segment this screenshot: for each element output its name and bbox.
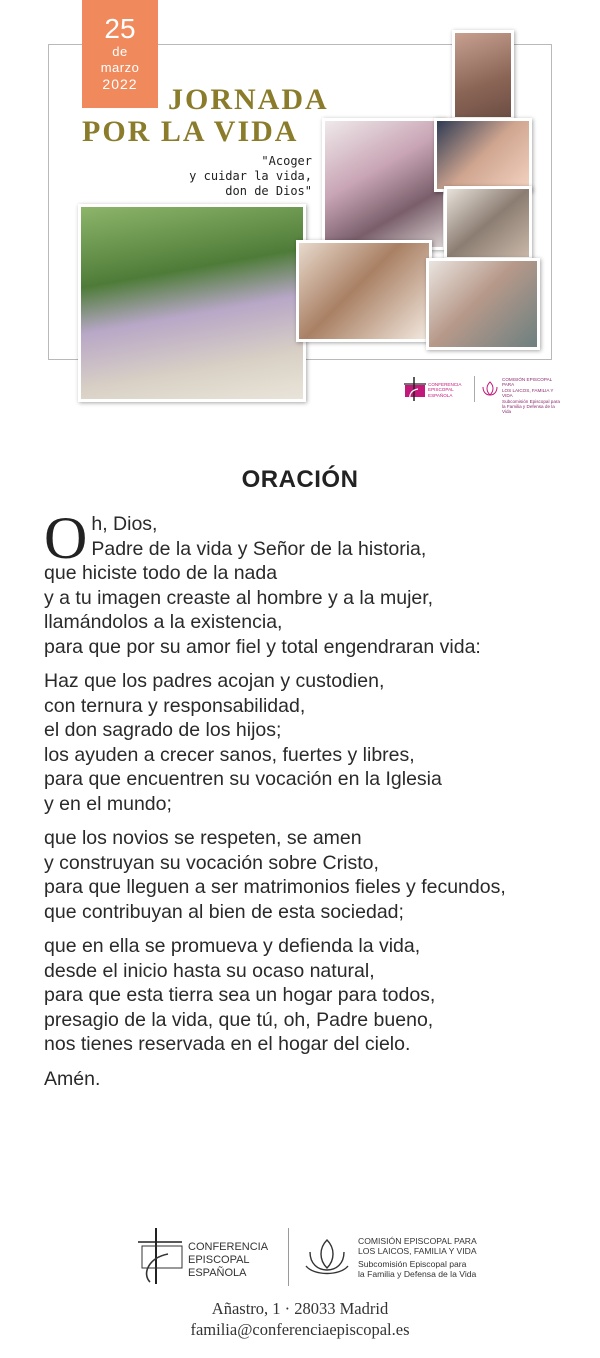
mother-daughter-photo bbox=[426, 258, 540, 350]
cee-logo-icon bbox=[402, 376, 428, 402]
commission-text-line: LOS LAICOS, FAMILIA Y VIDA bbox=[502, 387, 554, 399]
banner-title-line2: POR LA VIDA bbox=[82, 115, 299, 148]
prayer-line: llamándolos a la existencia, bbox=[44, 611, 283, 633]
date-month: marzo bbox=[100, 60, 140, 75]
footer-commission-line: LOS LAICOS, FAMILIA Y VIDA bbox=[358, 1246, 477, 1256]
footer-commission-text bbox=[358, 1236, 477, 1279]
prayer-amen bbox=[44, 1067, 574, 1092]
amen-line: Amén. bbox=[44, 1067, 101, 1090]
prayer-line: para que lleguen a ser matrimonios fieles y fecundos, bbox=[44, 876, 506, 898]
cee-text-line: CONFERENCIA bbox=[428, 382, 462, 387]
banner-logo-divider bbox=[474, 376, 475, 402]
prayer-line: Padre de la vida y Señor de la historia, bbox=[91, 537, 427, 560]
prayer-heading: ORACIÓN bbox=[241, 466, 359, 493]
footer-email-link[interactable]: familia@conferenciaepiscopal.es bbox=[190, 1320, 410, 1339]
footer-cee-text bbox=[188, 1241, 268, 1280]
wedding-hands-photo bbox=[434, 118, 532, 192]
prayer-line: presagio de la vida, que tú, oh, Padre bueno, bbox=[44, 1008, 434, 1031]
banner-quote bbox=[160, 154, 312, 199]
footer-commission-line: Subcomisión Episcopal para bbox=[358, 1259, 467, 1269]
prayer-line: el don sagrado de los hijos; bbox=[44, 719, 282, 741]
prayer-line: que los novios se respeten, se amen bbox=[44, 827, 362, 849]
commission-text-line: COMISIÓN EPISCOPAL PARA bbox=[502, 377, 553, 388]
footer-commission-line: la Familia y Defensa de la Vida bbox=[358, 1269, 477, 1279]
prayer-line: y en el mundo; bbox=[44, 792, 172, 815]
prayer-line: para que por su amor fiel y total engendraran vida: bbox=[44, 635, 481, 658]
prayer-stanza-2 bbox=[44, 669, 574, 816]
banner-logos bbox=[400, 374, 560, 415]
parents-baby-photo bbox=[296, 240, 432, 342]
drop-cap: O bbox=[44, 505, 88, 571]
commission-text-line: la Familia y Defensa de la Vida bbox=[502, 404, 555, 415]
prayer-line: desde el inicio hasta su ocaso natural, bbox=[44, 959, 375, 982]
banner-title bbox=[82, 84, 329, 148]
cee-text-line: ESPAÑOLA bbox=[428, 392, 453, 398]
lotus-emblem-icon bbox=[304, 1236, 350, 1280]
footer-address: Añastro, 1 · 28033 Madrid bbox=[211, 1299, 389, 1318]
prayer-body bbox=[44, 505, 574, 1101]
prayer-line: que en ella se promueva y defienda la vida, bbox=[44, 935, 421, 957]
cee-cross-logo-icon bbox=[136, 1226, 186, 1286]
footer-cee-line: ESPAÑOLA bbox=[188, 1267, 247, 1279]
pregnant-couple-photo bbox=[322, 118, 446, 250]
footer-cee-line: CONFERENCIA bbox=[188, 1241, 269, 1253]
quote-line: y cuidar la vida, bbox=[189, 169, 312, 183]
date-day: 25 bbox=[104, 13, 136, 44]
banner-title-line1: JORNADA bbox=[168, 83, 329, 116]
prayer-line: y construyan su vocación sobre Cristo, bbox=[44, 851, 379, 874]
quote-line: don de Dios" bbox=[225, 184, 312, 198]
prayer-stanza-4 bbox=[44, 934, 574, 1057]
commission-text-line: Subcomisión Episcopal para bbox=[502, 398, 560, 404]
prayer-line: h, Dios, bbox=[91, 513, 158, 535]
banner-commission-text bbox=[502, 377, 560, 415]
elderly-couple-photo bbox=[444, 186, 532, 260]
footer-logo-divider bbox=[288, 1228, 289, 1286]
footer-cee-line: EPISCOPAL bbox=[188, 1254, 250, 1266]
prayer-stanza-3 bbox=[44, 826, 574, 924]
prayer-line: con ternura y responsabilidad, bbox=[44, 694, 306, 717]
date-year: 2022 bbox=[102, 76, 138, 92]
footer-contact bbox=[0, 1298, 600, 1340]
prayer-line: para que encuentren su vocación en la Iglesia bbox=[44, 768, 442, 790]
prayer-line: para que esta tierra sea un hogar para todos, bbox=[44, 984, 436, 1006]
date-de: de bbox=[112, 44, 128, 59]
prayer-line: los ayuden a crecer sanos, fuertes y libres, bbox=[44, 743, 415, 766]
statue-photo bbox=[452, 30, 514, 120]
prayer-line: Haz que los padres acojan y custodien, bbox=[44, 670, 385, 692]
quote-line: "Acoger bbox=[261, 154, 312, 168]
family-running-photo bbox=[78, 204, 306, 402]
prayer-line: que hiciste todo de la nada bbox=[44, 562, 278, 584]
banner-cee-text bbox=[428, 382, 461, 398]
footer-commission-line: COMISIÓN EPISCOPAL PARA bbox=[358, 1236, 477, 1246]
cee-text-line: EPISCOPAL bbox=[428, 387, 454, 393]
prayer-line: y a tu imagen creaste al hombre y a la mujer, bbox=[44, 586, 434, 609]
prayer-line: que contribuyan al bien de esta sociedad; bbox=[44, 900, 404, 923]
prayer-line: nos tienes reservada en el hogar del cielo. bbox=[44, 1033, 411, 1055]
prayer-stanza-1 bbox=[44, 505, 574, 659]
lotus-logo-icon bbox=[480, 379, 500, 399]
